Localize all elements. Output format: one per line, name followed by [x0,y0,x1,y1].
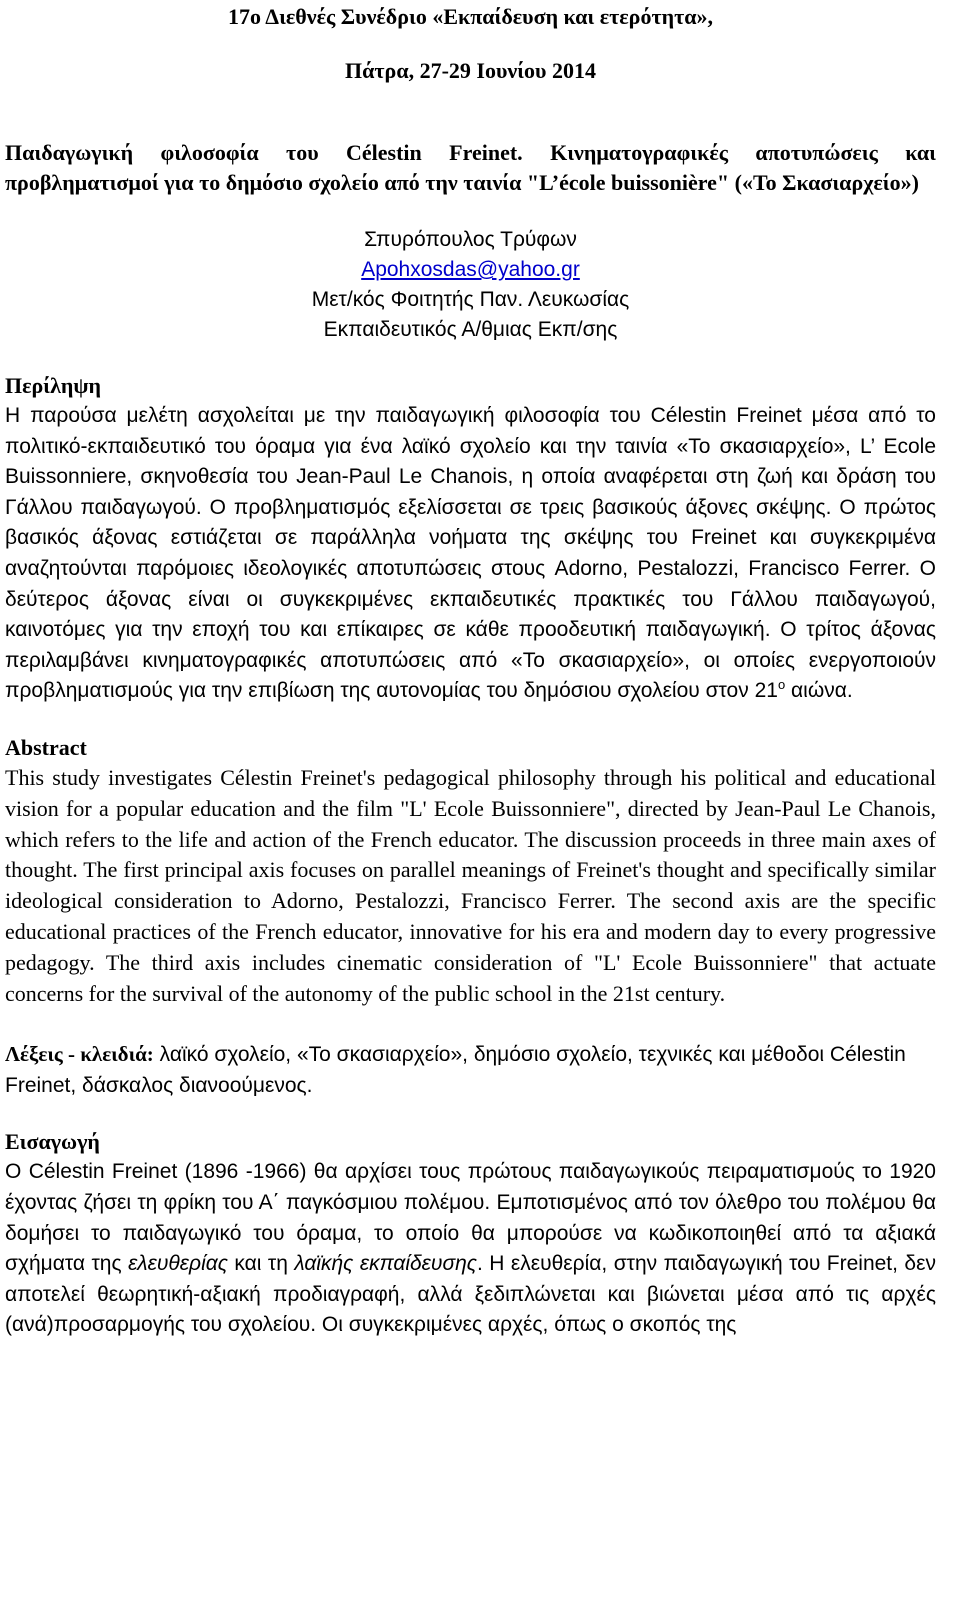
author-affiliation-2: Εκπαιδευτικός Α/θμιας Εκπ/σης [323,318,618,341]
conference-title: 17ο Διεθνές Συνέδριο «Εκπαίδευση και ετερότητα», [227,4,714,29]
abstract-gr-text: Η παρούσα μελέτη ασχολείται με την παιδαγωγική φιλοσοφία του Célestin Freinet μέσα από το πολιτικό-εκπαιδευτικό του όραμα για ένα λαϊκό σχολείο και την ταινία «Το σκασιαρχείο», L’ Ecole Buissonniere, σκηνοθεσία του Jean-Paul Le Chanois, η οποία αναφέρεται στη ζωή και δράση του Γάλλου παιδαγωγού. Ο προβληματισμός εξελίσσεται σε τρεις βασικούς άξονες σκέψης. Ο πρώτος βασικός άξονας εστιάζεται σε παράλληλα νοήματα της σκέψης του Freinet και συγκεκριμένα αναζητούνται παρόμοιες ιδεολογικές αποτυπώσεις στους Adorno, Pestalozzi, Francisco Ferrer. Ο δεύτερος άξονας είναι οι συγκεκριμένες εκπαιδευτικές πρακτικές του Γάλλου παιδαγωγού, καινοτόμες για την εποχή του και επίκαιρες σε κάθε προοδευτική παιδαγωγική. Ο τρίτος άξονας περιλαμβάνει κινηματογραφικές αποτυπώσεις από «Το σκασιαρχείο», οι οποίες ενεργοποιούν προβληματισμούς για την επιβίωση της αυτονομίας του δημόσιου σχολείου στον $21^o$ αιώνα. [5,404,936,703]
conference-place-date: Πάτρα, 27-29 Ιουνίου 2014 [345,58,596,83]
author-block [5,225,936,345]
abstract-gr-heading: Περίληψη [5,373,102,398]
keywords-line [5,1039,936,1101]
keywords-text: λαϊκό σχολείο, «Το σκασιαρχείο», δημόσιο σχολείο, τεχνικές και μέθοδοι Célestin Freinet, δάσκαλος διανοούμενος. [5,1043,906,1098]
introduction-heading: Εισαγωγή [5,1129,100,1155]
author-email-link[interactable]: Apohxosdas@yahoo.gr [361,258,580,281]
author-name: Σπυρόπουλος Τρύφων [364,228,577,251]
introduction-text: Ο Célestin Freinet (1896 -1966) θα αρχίσει τους πρώτους παιδαγωγικούς πειραματισμούς το 1920 έχοντας ζήσει τη φρίκη του Α΄ παγκόσμιου πολέμου. Εμποτισμένος από τον όλεθρο του πολέμου θα δομήσει το παιδαγωγικό του όραμα, το οποίο θα μπορούσε να κωδικοποιηθεί από τα αξιακά σχήματα της ελευθερίας και τη λαϊκής εκπαίδευσης. Η ελευθερία, στην παιδαγωγική του Freinet, δεν αποτελεί θεωρητική-αξιακή προδιαγραφή, αλλά ξεδιπλώνεται και βιώνεται μέσα από τις αρχές (ανά)προσαρμογής του σχολείου. Οι συγκεκριμένες αρχές, όπως ο σκοπός της [5,1160,936,1337]
abstract-en-heading: Abstract [5,734,87,760]
keywords-label: Λέξεις - κλειδιά: [5,1042,154,1067]
abstract-en-text: This study investigates Célestin Freinet's pedagogical philosophy through his political and educational vision for a popular education and the film "L' Ecole Buissonniere", directed by Jean-Paul Le Chanois, which refers to the life and action of the French educator. The discussion proceeds in three main axes of thought. The first principal axis focuses on parallel meanings of Freinet's thought and specifically similar ideological consideration to Adorno, Pestalozzi, Francisco Ferrer. The second axis are the specific educational practices of the French educator, innovative for his era and modern day to every progressive pedagogy. The third axis includes cinematic consideration of "L' Ecole Buissonniere" that actuate concerns for the survival of the autonomy of the public school in the 21st century. [5,764,936,1006]
paper-title: Παιδαγωγική φιλοσοφία του Célestin Freinet. Κινηματογραφικές αποτυπώσεις και προβληματισμοί για το δημόσιο σχολείο από την ταινία "L’école buissonière" («Το Σκασιαρχείο») [5,140,936,195]
author-affiliation-1: Μετ/κός Φοιτητής Παν. Λευκωσίας [311,288,630,311]
